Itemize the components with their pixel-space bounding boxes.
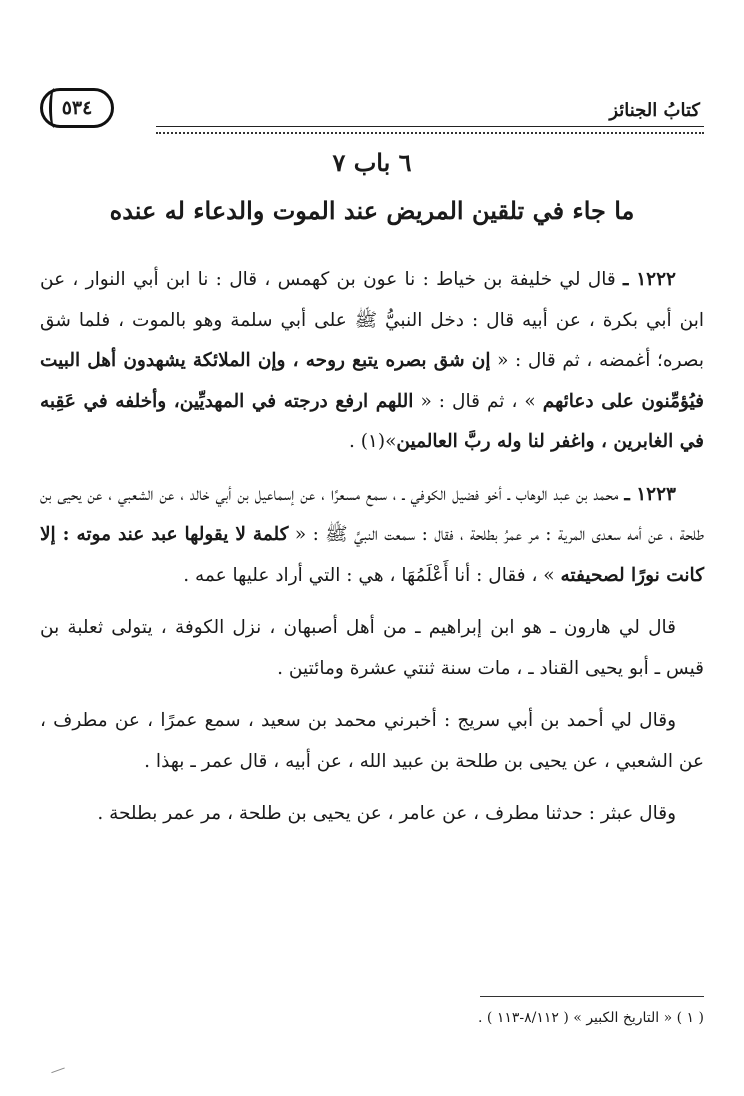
text-run: » ، ثم قال : «	[413, 390, 543, 412]
text-run: » ، فقال : أنا أَعْلَمُهَا ، هي : التي أراد عليها عمه .	[183, 564, 561, 586]
text-run: محمد بن عبد الوهاب ـ أخو فضيل الكوفي ـ ، سمع مسعرًا ، عن إسماعيل بن أبي خالد ، عن الشعبي ، عن يحيى بن طلحة ، عن أمه سعدى المرية : مر عمرُ بطلحة ، فقال : سمعت النبيَّ ﷺ : «	[40, 483, 705, 545]
paragraph-harun: قال لي هارون ـ هو ابن إبراهيم ـ من أهل أصبهان ، نزل الكوفة ، يتولى ثعلبة بن قيس ـ أبو يحيى القناد ـ ، مات سنة ثنتي عشرة ومائتين .	[40, 617, 704, 679]
header-rule	[156, 126, 704, 134]
scan-mark	[49, 1062, 65, 1073]
paragraph-abthar: وقال عبثر : حدثنا مطرف ، عن عامر ، عن يحيى بن طلحة ، مر عمر بطلحة .	[97, 803, 676, 824]
hadith-1222	[40, 260, 704, 463]
hadith-number: ١٢٢٢ ـ	[622, 269, 676, 290]
page-header	[40, 86, 704, 132]
text-run: »(١) .	[348, 431, 397, 452]
bold-text-run: اللهم ارفع درجته في المهديِّين، وأخلفه في عَقِبه في الغابرين ، واغفر لنا وله ربَّ العالمين	[40, 390, 704, 452]
bab-heading: ٦ باب ٧	[332, 148, 412, 177]
page-number-badge	[40, 88, 114, 128]
chapter-title: ما جاء في تلقين المريض عند الموت والدعاء له عنده	[109, 196, 635, 225]
footnote-rule	[480, 996, 704, 997]
footnote: ( ١ ) « التاريخ الكبير » ( ٨/١١٢-١١٣ ) .	[478, 1010, 704, 1026]
bold-text-run: كلمة لا يقولها عبد عند موته : إلا كانت نورًا لصحيفته	[40, 524, 704, 586]
bold-text-run: إن شق بصره يتبع روحه ، وإن الملائكة يشهدون أهل البيت فيُؤمِّنون على دعائهم	[40, 350, 705, 412]
main-text	[40, 260, 704, 847]
hadith-number: ١٢٢٣ ـ	[624, 483, 676, 505]
hadith-1223	[40, 475, 704, 597]
running-title: كتابُ الجنائز	[609, 100, 700, 121]
text-run: قال لي خليفة بن خياط : نا عون بن كهمس ، قال : نا ابن أبي النوار ، عن ابن أبي بكرة ، عن أبيه قال : دخل النبيُّ ﷺ على أبي سلمة وهو بالموت ، فلما شق بصره؛ أغمضه ، ثم قال : «	[40, 269, 704, 371]
paragraph-ahmad: وقال لي أحمد بن أبي سريج : أخبرني محمد بن سعيد ، سمع عمرًا ، عن مطرف ، عن الشعبي ، عن يحيى بن طلحة بن عبيد الله ، عن أبيه ، قال عمر ـ بهذا .	[40, 710, 704, 772]
page-number: ٥٣٤	[61, 97, 93, 119]
